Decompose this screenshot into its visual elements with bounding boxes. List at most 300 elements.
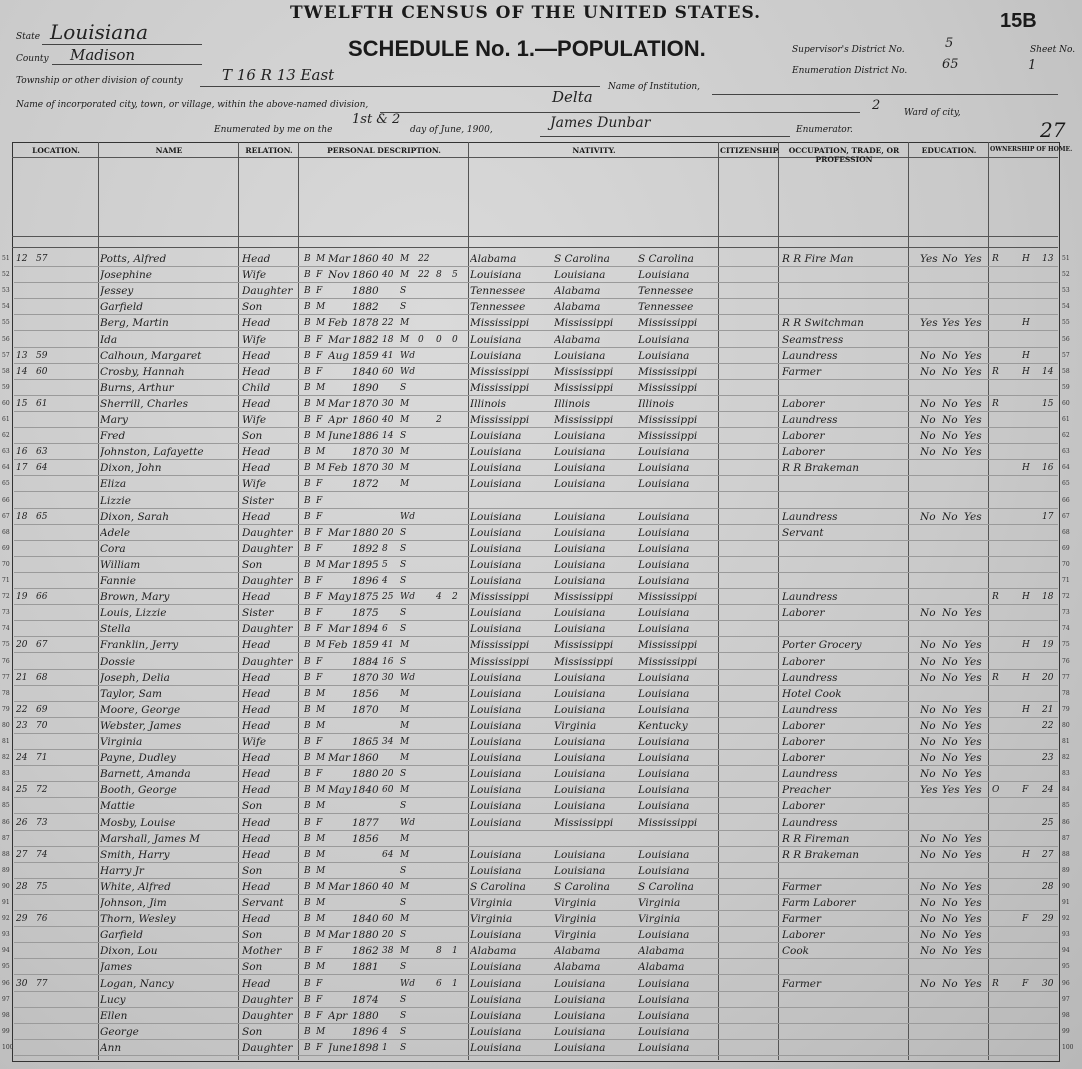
marital-status: M	[400, 881, 410, 892]
owned-rented	[992, 493, 1006, 509]
relation: Daughter	[242, 542, 293, 555]
owned-rented	[992, 879, 1006, 895]
color: B	[304, 946, 311, 957]
dwelling-number	[16, 493, 34, 509]
table-row	[2, 412, 1070, 428]
birth-year: 1886	[352, 430, 379, 443]
marital-status: S	[400, 865, 407, 876]
can-write: No	[942, 365, 958, 378]
dwelling-number: 16	[16, 447, 28, 458]
years-married	[418, 444, 434, 460]
children-living	[452, 541, 466, 557]
color: B	[304, 318, 311, 329]
line-number: 74	[1062, 625, 1070, 633]
person-name: Booth, George	[100, 784, 177, 797]
table-row	[2, 299, 1070, 315]
marital-status: M	[400, 737, 410, 747]
age	[382, 605, 398, 621]
sex: M	[316, 463, 326, 474]
speaks-english: Yes	[964, 414, 982, 426]
table-row	[2, 348, 1070, 364]
speaks-english	[964, 1008, 990, 1024]
schedule-number	[1042, 959, 1058, 975]
birthplace-mother: Louisiana	[638, 848, 690, 861]
color: B	[304, 994, 311, 1005]
line-number: 92	[2, 915, 10, 923]
birth-year: 1860	[352, 269, 379, 282]
children-born	[436, 348, 450, 364]
farm-house	[1022, 1040, 1036, 1056]
sex: F	[316, 511, 323, 522]
children-born	[436, 734, 450, 750]
can-read: No	[920, 848, 936, 861]
owned-rented	[992, 766, 1006, 782]
birthplace-father: Louisiana	[554, 462, 606, 475]
birthplace-father: Louisiana	[554, 478, 606, 491]
can-write	[942, 1008, 966, 1024]
dwelling-number	[16, 798, 34, 814]
birthplace: Tennessee	[470, 301, 526, 314]
birth-year: 1881	[352, 961, 379, 974]
can-read	[920, 460, 944, 476]
birthplace: Illinois	[470, 397, 507, 410]
can-write: No	[942, 446, 958, 459]
children-born	[436, 815, 450, 831]
children-born	[436, 911, 450, 927]
birthplace: Louisiana	[470, 977, 522, 990]
children-living	[452, 782, 466, 798]
sex: M	[316, 801, 326, 812]
children-living	[452, 718, 466, 734]
dwelling-number: 19	[16, 592, 28, 603]
can-write: No	[942, 768, 958, 781]
enumerated-day: 1st & 2	[352, 112, 401, 127]
relation: Son	[242, 301, 263, 314]
birth-year: 1840	[352, 784, 379, 797]
birthplace: Alabama	[470, 945, 517, 958]
birthplace: Louisiana	[470, 929, 522, 942]
children-born: 6	[436, 978, 442, 989]
color: B	[304, 672, 311, 683]
table-row	[2, 992, 1070, 1008]
years-married: 22	[418, 270, 430, 281]
schedule-number: 22	[1042, 720, 1054, 731]
birth-year: 1880	[352, 929, 379, 942]
marital-status: M	[400, 463, 410, 474]
birthplace: Alabama	[470, 253, 517, 265]
person-name: Moore, George	[100, 703, 181, 716]
children-born	[436, 557, 450, 573]
birthplace: Virginia	[470, 897, 513, 909]
can-write: No	[942, 430, 958, 443]
marital-status: M	[400, 254, 410, 264]
can-write	[942, 1040, 966, 1056]
speaks-english	[964, 525, 990, 541]
color: B	[304, 254, 311, 264]
table-row	[2, 332, 1070, 348]
birthplace-father: Louisiana	[554, 671, 606, 684]
person-name: Brown, Mary	[100, 591, 170, 604]
birth-year	[352, 976, 380, 992]
birthplace: Louisiana	[470, 1025, 522, 1038]
can-write: No	[942, 736, 958, 748]
line-number: 89	[2, 866, 10, 874]
birth-month	[328, 992, 352, 1008]
children-born	[436, 509, 450, 525]
children-born: 4	[436, 592, 442, 603]
line-number: 92	[1062, 915, 1070, 923]
relation: Daughter	[242, 655, 293, 668]
occupation	[782, 380, 908, 396]
years-married	[418, 798, 434, 814]
schedule-number	[1042, 332, 1058, 348]
person-name: Marshall, James M	[100, 832, 200, 845]
birth-year: 1856	[352, 687, 379, 700]
line-number: 70	[1062, 560, 1070, 568]
dwelling-number: 27	[16, 849, 28, 860]
children-living	[452, 734, 466, 750]
line-number: 67	[2, 512, 10, 520]
color: B	[304, 559, 311, 570]
family-number	[36, 493, 54, 509]
birthplace	[470, 831, 552, 847]
occupation: R R Fire Man	[782, 253, 854, 265]
speaks-english: Yes	[964, 607, 982, 620]
children-born	[436, 1024, 450, 1040]
person-name: Mary	[100, 414, 128, 426]
can-write	[942, 541, 966, 557]
marital-status: M	[400, 398, 410, 409]
line-number: 65	[2, 480, 10, 488]
birth-year: 1877	[352, 816, 379, 829]
birth-month	[328, 541, 352, 557]
line-number: 95	[1062, 963, 1070, 971]
line-number: 99	[2, 1027, 10, 1035]
dwelling-number: 23	[16, 720, 28, 731]
table-row	[2, 959, 1070, 975]
marital-status: S	[400, 1042, 407, 1053]
occupation	[782, 1024, 908, 1040]
line-number: 80	[2, 721, 10, 729]
owned-rented	[992, 1024, 1006, 1040]
line-number: 78	[2, 689, 10, 697]
line-number: 83	[1062, 770, 1070, 778]
can-write: No	[942, 897, 958, 909]
table-row	[2, 670, 1070, 686]
occupation: Laborer	[782, 607, 825, 620]
schedule-number	[1042, 315, 1058, 331]
person-name: Sherrill, Charles	[100, 397, 188, 410]
years-married	[418, 1024, 434, 1040]
years-married	[418, 396, 434, 412]
table-row	[2, 444, 1070, 460]
birthplace-father: Virginia	[554, 897, 597, 909]
person-name: Ida	[100, 333, 118, 346]
sex: F	[316, 656, 323, 667]
owned-rented: R	[992, 254, 999, 264]
owned-rented	[992, 460, 1006, 476]
owned-rented	[992, 573, 1006, 589]
birth-year: 1890	[352, 381, 379, 394]
birthplace-mother: Mississippi	[638, 381, 698, 394]
color: B	[304, 1042, 311, 1053]
family-number: 74	[36, 849, 48, 860]
children-born	[436, 460, 450, 476]
speaks-english: Yes	[964, 977, 982, 990]
birthplace: Louisiana	[470, 671, 522, 684]
birth-month: June	[328, 1041, 352, 1054]
line-number: 94	[2, 947, 10, 955]
birthplace-mother: Louisiana	[638, 736, 690, 748]
birth-month: Mar	[328, 880, 351, 893]
line-number: 65	[1062, 480, 1070, 488]
birth-month	[328, 686, 352, 702]
birthplace-father: Louisiana	[554, 446, 606, 459]
person-name: Mattie	[100, 800, 136, 813]
birthplace: Mississippi	[470, 365, 530, 378]
age	[382, 476, 398, 492]
occupation	[782, 476, 908, 492]
can-read: No	[920, 752, 936, 765]
birthplace-mother: Louisiana	[638, 575, 690, 587]
age: 30	[382, 672, 394, 683]
birthplace-father: Louisiana	[554, 752, 606, 765]
birthplace-mother: Louisiana	[638, 800, 690, 813]
ward-value: 2	[872, 98, 881, 113]
marital-status: M	[400, 415, 410, 425]
owned-rented	[992, 348, 1006, 364]
table-row	[2, 525, 1070, 541]
birth-year: 1856	[352, 832, 379, 845]
farm-house: F	[1022, 914, 1029, 925]
can-write: No	[942, 397, 958, 410]
owned-rented	[992, 798, 1006, 814]
line-number: 88	[2, 850, 10, 858]
enumerated-label: Enumerated by me on the	[214, 125, 333, 135]
line-number: 80	[1062, 721, 1070, 729]
sex: F	[316, 270, 323, 281]
family-number: 72	[36, 785, 48, 796]
family-number	[36, 621, 54, 637]
table-row	[2, 734, 1070, 750]
line-number: 90	[1062, 882, 1070, 890]
person-name: Cora	[100, 542, 126, 555]
birthplace: Louisiana	[470, 462, 522, 475]
birthplace-mother: Louisiana	[638, 462, 690, 475]
birthplace-father: S Carolina	[554, 253, 610, 265]
years-married	[418, 943, 434, 959]
relation: Head	[242, 768, 271, 781]
color: B	[304, 785, 311, 796]
years-married	[418, 734, 434, 750]
children-living	[452, 637, 466, 653]
schedule-number	[1042, 541, 1058, 557]
years-married	[418, 670, 434, 686]
relation: Wife	[242, 269, 267, 282]
schedule-number: 18	[1042, 592, 1054, 603]
state-label: State	[16, 32, 41, 42]
years-married: 0	[418, 334, 424, 345]
children-born	[436, 299, 450, 315]
enumerated-month: day of June, 1900,	[410, 125, 493, 135]
birthplace-mother: Louisiana	[638, 1009, 690, 1022]
can-read: No	[920, 414, 936, 426]
birthplace: Louisiana	[470, 542, 522, 555]
birth-month	[328, 718, 352, 734]
line-number: 61	[1062, 416, 1070, 423]
birthplace: Mississippi	[470, 655, 530, 668]
schedule-number	[1042, 992, 1058, 1008]
relation: Son	[242, 864, 263, 877]
children-born	[436, 476, 450, 492]
group-ownership: OWNERSHIP OF HOME.	[990, 146, 1073, 153]
occupation: Laborer	[782, 430, 825, 443]
color: B	[304, 527, 311, 538]
occupation: R R Brakeman	[782, 462, 860, 475]
line-number: 89	[1062, 866, 1070, 874]
occupation	[782, 573, 908, 589]
children-born	[436, 750, 450, 766]
birth-year: 1859	[352, 639, 379, 652]
line-number: 60	[2, 399, 10, 407]
birthplace-father: Mississippi	[554, 816, 614, 829]
schedule-number	[1042, 654, 1058, 670]
children-living	[452, 879, 466, 895]
schedule-number: 19	[1042, 640, 1054, 651]
person-name: Johnson, Jim	[100, 897, 167, 909]
farm-house: F	[1022, 785, 1029, 796]
birthplace-father: Louisiana	[554, 703, 606, 716]
relation: Daughter	[242, 1009, 293, 1022]
children-born	[436, 364, 450, 380]
sex: M	[316, 704, 326, 715]
children-born	[436, 525, 450, 541]
age	[382, 718, 398, 734]
sex: M	[316, 254, 326, 264]
age	[382, 959, 398, 975]
family-number: 57	[36, 254, 48, 264]
children-born	[436, 895, 450, 911]
dwelling-number	[16, 1040, 34, 1056]
schedule-number	[1042, 766, 1058, 782]
color: B	[304, 656, 311, 667]
birthplace: S Carolina	[470, 880, 526, 893]
person-name: Adele	[100, 526, 131, 539]
can-write: No	[942, 703, 958, 716]
line-number: 66	[2, 496, 10, 504]
occupation: Laundress	[782, 349, 838, 362]
age	[382, 798, 398, 814]
line-number: 59	[1062, 383, 1070, 391]
table-row	[2, 1040, 1074, 1056]
birthplace-mother: S Carolina	[638, 880, 694, 893]
table-row	[2, 718, 1070, 734]
birthplace-mother: Mississippi	[638, 430, 698, 443]
years-married	[418, 879, 434, 895]
birth-month	[328, 493, 352, 509]
children-born	[436, 879, 450, 895]
marital-status: Wd	[400, 511, 416, 522]
relation: Daughter	[242, 1041, 293, 1054]
children-living	[452, 959, 466, 975]
birth-month: Apr	[328, 1009, 348, 1022]
family-number	[36, 1024, 54, 1040]
can-write	[942, 863, 966, 879]
family-number	[36, 927, 54, 943]
sex: F	[316, 576, 323, 586]
birthplace: Louisiana	[470, 623, 522, 636]
relation: Child	[242, 381, 271, 394]
owned-rented	[992, 283, 1006, 299]
birth-year: 1896	[352, 575, 379, 587]
speaks-english: Yes	[964, 719, 982, 732]
table-row	[2, 863, 1070, 879]
years-married	[418, 718, 434, 734]
dwelling-number	[16, 1008, 34, 1024]
children-living	[452, 605, 466, 621]
farm-house	[1022, 815, 1036, 831]
birthplace-father: Louisiana	[554, 349, 606, 362]
color: B	[304, 270, 311, 281]
farm-house	[1022, 734, 1036, 750]
occupation: Laundress	[782, 510, 838, 523]
children-living	[452, 396, 466, 412]
relation: Head	[242, 365, 271, 378]
can-write: No	[942, 349, 958, 362]
marital-status: S	[400, 527, 407, 538]
owned-rented: R	[992, 366, 999, 377]
children-living	[452, 815, 466, 831]
birthplace-father: Louisiana	[554, 1041, 606, 1054]
group-occupation: OCCUPATION, TRADE, OR PROFESSION	[788, 146, 900, 164]
age	[382, 380, 398, 396]
dwelling-number	[16, 557, 34, 573]
birth-year: 1882	[352, 333, 379, 346]
person-name: Taylor, Sam	[100, 687, 163, 700]
birth-year	[352, 798, 380, 814]
speaks-english	[964, 299, 990, 315]
marital-status: Wd	[400, 350, 416, 361]
birthplace: Louisiana	[470, 333, 522, 346]
sex: M	[316, 849, 326, 860]
occupation: Laundress	[782, 671, 838, 684]
speaks-english: Yes	[964, 430, 982, 443]
birthplace-mother: Kentucky	[638, 719, 688, 732]
sex: M	[316, 785, 326, 796]
person-name: Mosby, Louise	[100, 816, 176, 829]
children-born	[436, 493, 450, 509]
birth-month: Mar	[328, 397, 351, 410]
line-number: 67	[1062, 512, 1070, 520]
can-write	[942, 332, 966, 348]
relation: Head	[242, 703, 271, 716]
children-born	[436, 621, 450, 637]
children-born: 8	[436, 946, 442, 957]
birth-year: 1880	[352, 768, 379, 781]
age: 5	[382, 559, 388, 570]
birthplace: Louisiana	[470, 558, 522, 571]
owned-rented	[992, 428, 1006, 444]
dwelling-number	[16, 927, 34, 943]
family-number: 64	[36, 463, 48, 474]
dwelling-number	[16, 380, 34, 396]
age	[382, 299, 398, 315]
owned-rented	[992, 1040, 1006, 1056]
birth-year: 1884	[352, 655, 379, 668]
line-number: 62	[1062, 432, 1070, 440]
color: B	[304, 753, 311, 764]
birth-month	[328, 766, 352, 782]
